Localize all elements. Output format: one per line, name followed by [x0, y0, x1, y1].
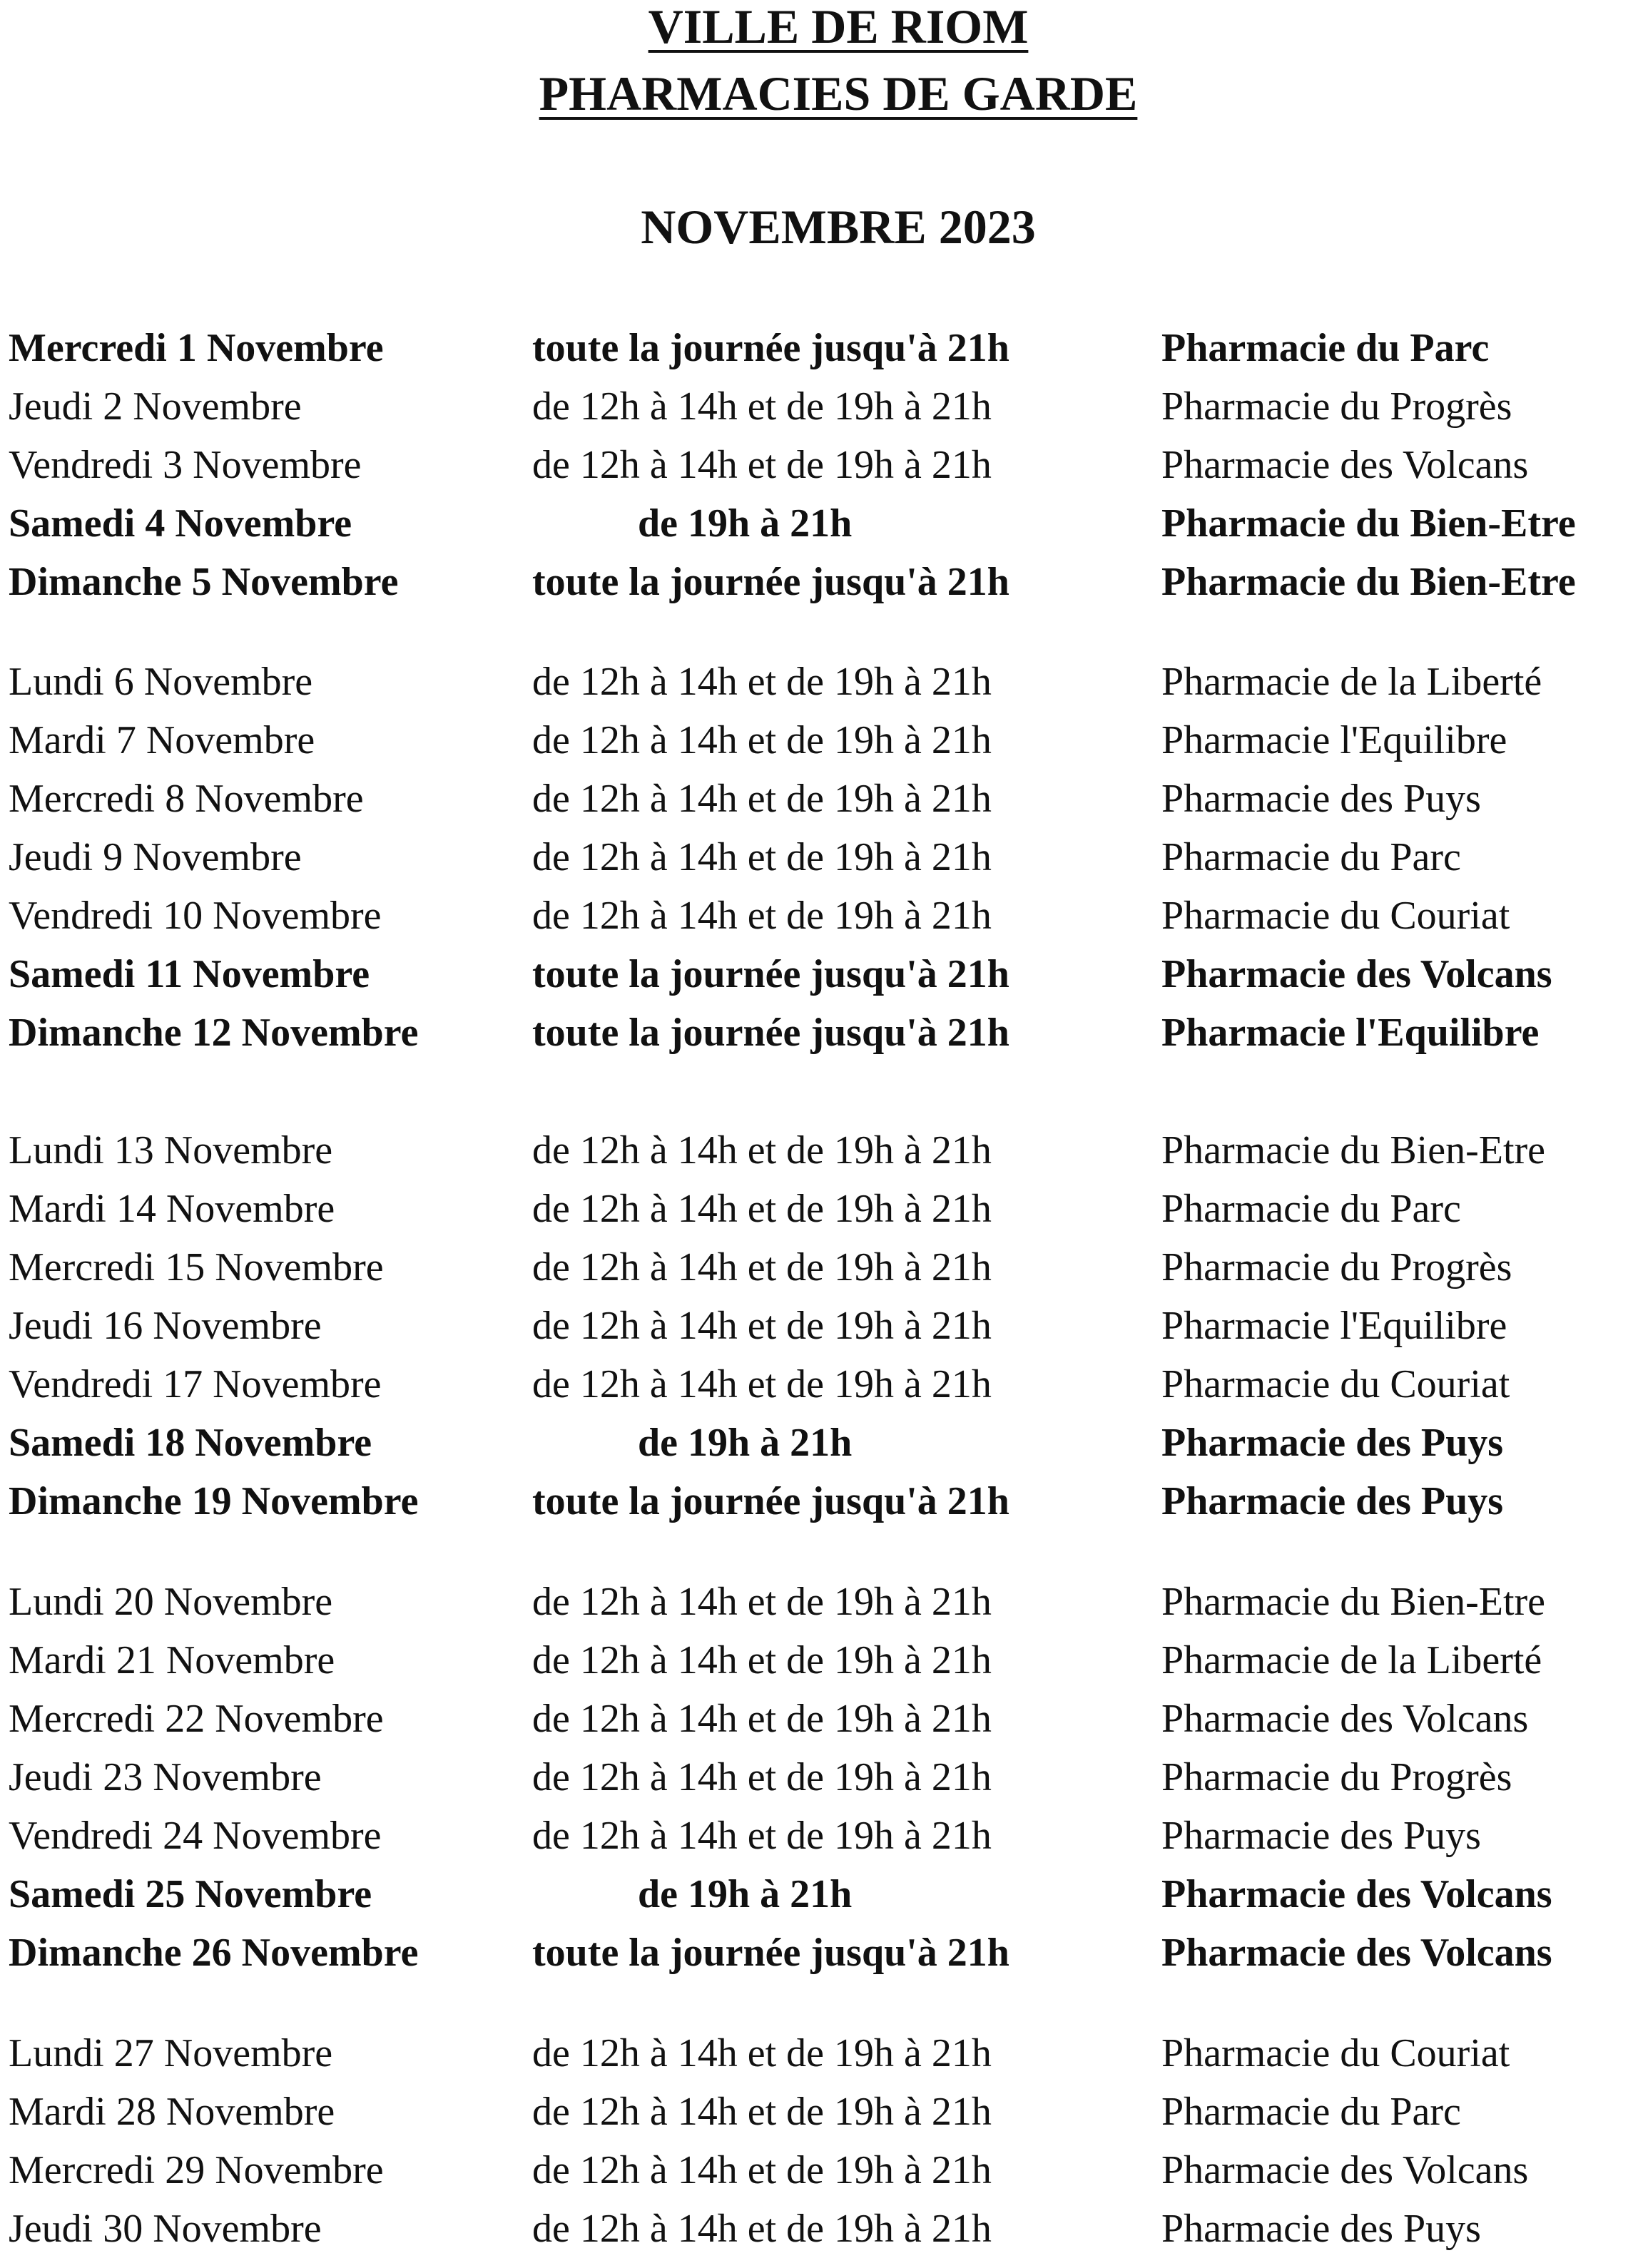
schedule-row: [0, 653, 1633, 711]
row-hours: de 12h à 14h et de 19h à 21h: [532, 1697, 992, 1741]
row-day: Jeudi 23 Novembre: [9, 1755, 322, 1799]
row-hours: toute la journée jusqu'à 21h: [532, 952, 1009, 996]
schedule-row: [0, 2141, 1633, 2200]
schedule-row: [0, 828, 1633, 887]
row-hours: de 12h à 14h et de 19h à 21h: [532, 2090, 992, 2134]
row-hours: toute la journée jusqu'à 21h: [532, 1931, 1009, 1975]
schedule-row: [0, 1690, 1633, 1748]
row-day: Jeudi 16 Novembre: [9, 1304, 322, 1348]
row-hours: de 19h à 21h: [638, 501, 853, 546]
row-pharmacy: Pharmacie du Parc: [1161, 835, 1461, 879]
row-hours: de 12h à 14h et de 19h à 21h: [532, 777, 992, 821]
row-day: Samedi 25 Novembre: [9, 1872, 372, 1916]
row-day: Lundi 13 Novembre: [9, 1128, 333, 1173]
row-day: Mardi 28 Novembre: [9, 2090, 335, 2134]
schedule-row: [0, 770, 1633, 828]
schedule-row: [0, 494, 1633, 553]
schedule-row: [0, 2083, 1633, 2141]
row-pharmacy: Pharmacie des Volcans: [1161, 1697, 1529, 1741]
schedule-row: [0, 945, 1633, 1003]
row-hours: de 12h à 14h et de 19h à 21h: [532, 2148, 992, 2192]
row-day: Samedi 4 Novembre: [9, 501, 352, 546]
row-day: Vendredi 24 Novembre: [9, 1814, 382, 1858]
schedule-row: [0, 711, 1633, 770]
row-day: Samedi 18 Novembre: [9, 1421, 372, 1465]
schedule-row: [0, 1297, 1633, 1355]
row-hours: de 12h à 14h et de 19h à 21h: [532, 660, 992, 704]
row-day: Mardi 21 Novembre: [9, 1638, 335, 1682]
row-pharmacy: Pharmacie l'Equilibre: [1161, 718, 1507, 762]
schedule-row: [0, 553, 1633, 611]
row-day: Vendredi 17 Novembre: [9, 1362, 382, 1406]
row-pharmacy: Pharmacie du Parc: [1161, 2090, 1461, 2134]
schedule-row: [0, 1748, 1633, 1807]
row-pharmacy: Pharmacie du Couriat: [1161, 1362, 1510, 1406]
row-pharmacy: Pharmacie des Puys: [1161, 1421, 1504, 1465]
row-hours: de 12h à 14h et de 19h à 21h: [532, 1580, 992, 1624]
schedule-row: [0, 2200, 1633, 2258]
row-pharmacy: Pharmacie du Couriat: [1161, 2031, 1510, 2075]
row-pharmacy: Pharmacie des Puys: [1161, 777, 1481, 821]
row-pharmacy: Pharmacie du Progrès: [1161, 384, 1512, 429]
row-hours: de 12h à 14h et de 19h à 21h: [532, 1814, 992, 1858]
row-pharmacy: Pharmacie du Progrès: [1161, 1245, 1512, 1289]
row-hours: de 12h à 14h et de 19h à 21h: [532, 443, 992, 487]
row-hours: de 12h à 14h et de 19h à 21h: [532, 2207, 992, 2251]
schedule-row: [0, 1472, 1633, 1531]
row-day: Lundi 6 Novembre: [9, 660, 313, 704]
row-pharmacy: Pharmacie du Couriat: [1161, 894, 1510, 938]
row-pharmacy: Pharmacie l'Equilibre: [1161, 1304, 1507, 1348]
row-pharmacy: Pharmacie des Volcans: [1161, 443, 1529, 487]
row-hours: de 12h à 14h et de 19h à 21h: [532, 894, 992, 938]
row-pharmacy: Pharmacie de la Liberté: [1161, 660, 1542, 704]
row-day: Dimanche 5 Novembre: [9, 560, 399, 604]
row-pharmacy: Pharmacie l'Equilibre: [1161, 1011, 1540, 1055]
row-pharmacy: Pharmacie du Bien-Etre: [1161, 560, 1576, 604]
row-day: Dimanche 26 Novembre: [9, 1931, 419, 1975]
row-pharmacy: Pharmacie des Puys: [1161, 2207, 1481, 2251]
row-pharmacy: Pharmacie du Bien-Etre: [1161, 1580, 1546, 1624]
row-pharmacy: Pharmacie du Bien-Etre: [1161, 1128, 1546, 1173]
row-day: Mercredi 15 Novembre: [9, 1245, 384, 1289]
row-pharmacy: Pharmacie de la Liberté: [1161, 1638, 1542, 1682]
row-day: Mercredi 22 Novembre: [9, 1697, 384, 1741]
schedule-row: [0, 1573, 1633, 1631]
schedule-row: [0, 1631, 1633, 1690]
row-hours: de 19h à 21h: [638, 1872, 853, 1916]
row-hours: de 19h à 21h: [638, 1421, 853, 1465]
row-day: Vendredi 10 Novembre: [9, 894, 382, 938]
row-hours: de 12h à 14h et de 19h à 21h: [532, 1187, 992, 1231]
row-hours: de 12h à 14h et de 19h à 21h: [532, 1128, 992, 1173]
row-day: Mercredi 8 Novembre: [9, 777, 364, 821]
row-hours: de 12h à 14h et de 19h à 21h: [532, 1304, 992, 1348]
row-day: Dimanche 12 Novembre: [9, 1011, 419, 1055]
schedule-row: [0, 887, 1633, 945]
row-hours: de 12h à 14h et de 19h à 21h: [532, 2031, 992, 2075]
row-pharmacy: Pharmacie du Progrès: [1161, 1755, 1512, 1799]
row-hours: de 12h à 14h et de 19h à 21h: [532, 1362, 992, 1406]
document-subtitle: PHARMACIES DE GARDE: [539, 66, 1138, 121]
row-hours: toute la journée jusqu'à 21h: [532, 1479, 1009, 1523]
row-pharmacy: Pharmacie des Puys: [1161, 1814, 1481, 1858]
schedule-row: [0, 1355, 1633, 1414]
row-pharmacy: Pharmacie des Volcans: [1161, 2148, 1529, 2192]
schedule-row: [0, 1121, 1633, 1180]
row-day: Lundi 20 Novembre: [9, 1580, 333, 1624]
row-day: Mercredi 29 Novembre: [9, 2148, 384, 2192]
row-day: Vendredi 3 Novembre: [9, 443, 362, 487]
schedule-row: [0, 1807, 1633, 1865]
city-title: VILLE DE RIOM: [648, 0, 1029, 53]
schedule-row: [0, 1414, 1633, 1472]
row-pharmacy: Pharmacie des Volcans: [1161, 1872, 1552, 1916]
row-hours: de 12h à 14h et de 19h à 21h: [532, 1638, 992, 1682]
row-day: Jeudi 9 Novembre: [9, 835, 302, 879]
row-day: Samedi 11 Novembre: [9, 952, 370, 996]
row-pharmacy: Pharmacie du Bien-Etre: [1161, 501, 1576, 546]
row-hours: de 12h à 14h et de 19h à 21h: [532, 1245, 992, 1289]
month-heading: NOVEMBRE 2023: [641, 200, 1036, 254]
row-hours: de 12h à 14h et de 19h à 21h: [532, 1755, 992, 1799]
schedule-row: [0, 1865, 1633, 1924]
row-pharmacy: Pharmacie du Parc: [1161, 1187, 1461, 1231]
row-pharmacy: Pharmacie des Puys: [1161, 1479, 1504, 1523]
row-day: Jeudi 30 Novembre: [9, 2207, 322, 2251]
row-hours: de 12h à 14h et de 19h à 21h: [532, 384, 992, 429]
row-pharmacy: Pharmacie du Parc: [1161, 326, 1490, 370]
schedule-row: [0, 1180, 1633, 1238]
row-pharmacy: Pharmacie des Volcans: [1161, 952, 1552, 996]
row-day: Lundi 27 Novembre: [9, 2031, 333, 2075]
schedule-row: [0, 2024, 1633, 2083]
row-hours: de 12h à 14h et de 19h à 21h: [532, 718, 992, 762]
schedule-row: [0, 1924, 1633, 1982]
row-day: Mardi 14 Novembre: [9, 1187, 335, 1231]
row-day: Jeudi 2 Novembre: [9, 384, 302, 429]
schedule-row: [0, 377, 1633, 436]
row-day: Mardi 7 Novembre: [9, 718, 315, 762]
row-hours: de 12h à 14h et de 19h à 21h: [532, 835, 992, 879]
row-pharmacy: Pharmacie des Volcans: [1161, 1931, 1552, 1975]
row-day: Mercredi 1 Novembre: [9, 326, 384, 370]
row-hours: toute la journée jusqu'à 21h: [532, 326, 1009, 370]
row-hours: toute la journée jusqu'à 21h: [532, 560, 1009, 604]
row-hours: toute la journée jusqu'à 21h: [532, 1011, 1009, 1055]
schedule-row: [0, 436, 1633, 494]
schedule-row: [0, 319, 1633, 377]
schedule-row: [0, 1003, 1633, 1062]
schedule-row: [0, 1238, 1633, 1297]
row-day: Dimanche 19 Novembre: [9, 1479, 419, 1523]
